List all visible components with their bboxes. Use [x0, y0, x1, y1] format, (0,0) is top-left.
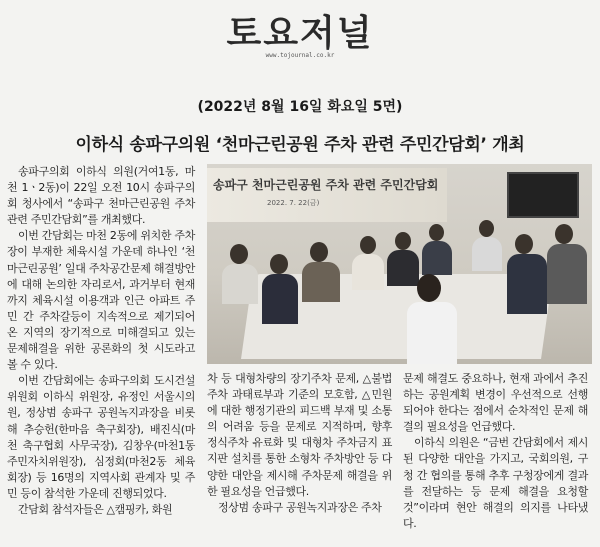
dateline: (2022년 8월 16일 화요일 5면) — [197, 99, 403, 115]
photo-banner — [207, 168, 447, 222]
paragraph: 송파구의회 이하식 의원(거여1동, 마천 1ㆍ2동)이 22일 오전 10시 송파구의회 청사에서 “송파구 천마근린공원 주차 관련 주민간담회”를 개최했다. — [7, 165, 195, 227]
article-column-1 — [7, 164, 195, 518]
paragraph: 이번 간담회는 마천 2동에 위치한 주차장이 부재한 체육시설 가운데 하나인 ‘천마근린공원’ 일대 주차공간문제 해결방안에 대해 논의한 자리로서, 과거부터 현재까지 체육시설 이용객과 인근 아파트 주민 간 주차갈등이 지속적으로 제기되어 온 지역의 장기적으로 미해결되고 있는 문제해결을 위한 공론화의 첫 시도라고 볼 수 있다. — [7, 229, 195, 372]
paragraph: 문제 해결도 중요하나, 현재 과에서 추진하는 공원계획 변경이 우선적으로 선행되어야 한다는 점에서 순차적인 문제 해결의 필요성을 언급했다. — [403, 372, 588, 434]
paragraph: 간담회 참석자들은 △캠핑카, 화원 — [18, 502, 173, 516]
masthead — [0, 14, 600, 59]
banner-title: 송파구 천마근린공원 주차 관련 주민간담회 — [213, 178, 439, 192]
article-column-3 — [403, 371, 588, 532]
masthead-subtitle: www.tojournal.co.kr — [265, 52, 335, 59]
paragraph: 이하식 의원은 “금번 간담회에서 제시된 다양한 대안을 가지고, 국회의원, 구청 간 협의를 통해 추후 구청장에게 결과를 전달하는 등 문제 해결을 요청할 것”이라며 현안 해결의 의지를 나타냈다. — [403, 436, 588, 530]
banner-date: 2022. 7. 22(금) — [267, 199, 320, 207]
paragraph: 차 등 대형차량의 장기주차 문제, △불법주차 과태료부과 기준의 모호함, △민원에 대한 행정기관의 피드백 부재 및 소통의 어려움 등을 문제로 지적하며, 향후 정식주차 유료화 및 대형차 주차금지 표지판 설치를 통한 소형차 주차방안 등 다양한 대안을 제시해 주차문제 해결을 위한 필요성을 언급했다. — [207, 372, 392, 498]
article-column-2 — [207, 371, 392, 516]
tv-screen — [507, 172, 579, 218]
news-photo — [207, 164, 592, 364]
paragraph: 정상범 송파구 공원녹지과장은 주차 — [218, 500, 382, 514]
paragraph: 이번 간담회에는 송파구의회 도시건설위원회 이하식 위원장, 유정인 서울시의원, 정상범 송파구 공원녹지과장을 비롯해 추승헌(한마음 축구회장), 배진식(마천 축구협회 사무국장), 김창우(마천1동 주민자치위원장), 심정회(마천2동 체육회장) 등 16명의 지역사회 관계자 및 주민 등이 참석한 가운데 진행되었다. — [7, 374, 195, 500]
masthead-title: 토요저널 — [226, 13, 374, 54]
headline: 이하식 송파구의원 ‘천마근린공원 주차 관련 주민간담회’ 개최 — [75, 135, 525, 155]
